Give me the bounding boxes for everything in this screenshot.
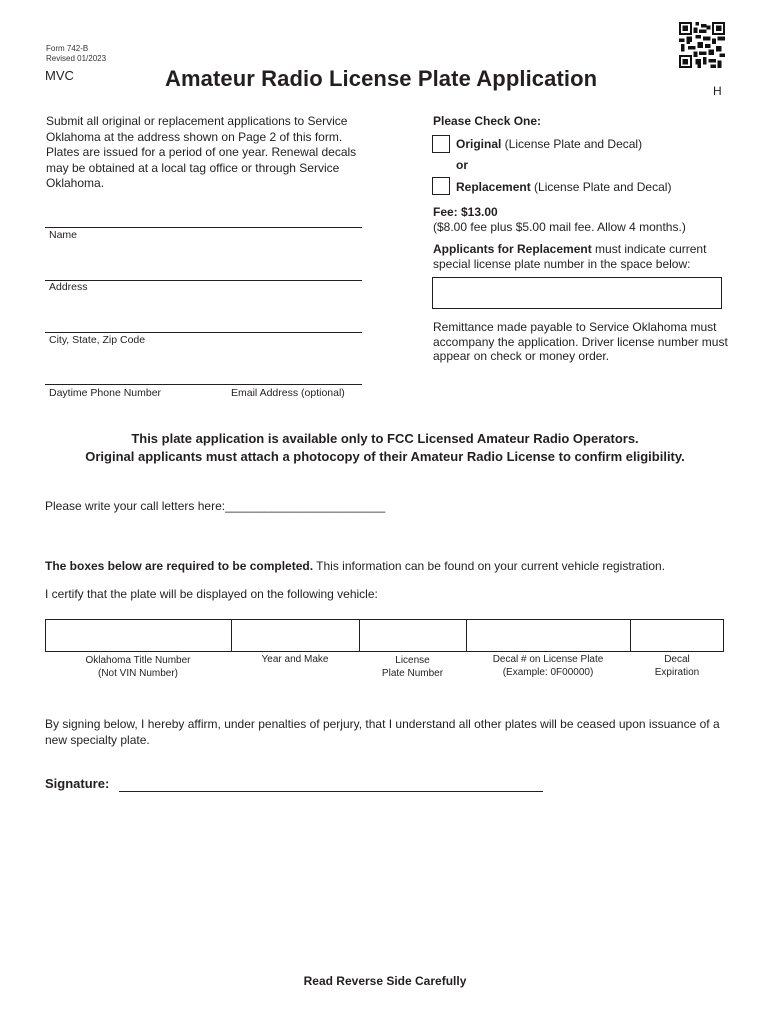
page-title: Amateur Radio License Plate Application — [165, 66, 598, 91]
fee-block — [433, 205, 733, 235]
required-note-bold: The boxes below are required to be completed. — [45, 559, 314, 573]
phone-email-field[interactable] — [45, 384, 362, 385]
replacement-checkbox[interactable] — [432, 177, 450, 195]
name-label: Name — [49, 229, 78, 241]
original-checkbox[interactable] — [432, 135, 450, 153]
original-option-label — [456, 137, 642, 151]
vehicle-info-table — [45, 619, 724, 652]
check-one-heading: Please Check One: — [433, 114, 542, 128]
title-number-label-l2: (Not VIN Number) — [97, 667, 178, 679]
decal-expiration-label-l1: Decal — [664, 654, 690, 665]
replacement-label-bold: Replacement — [456, 180, 531, 194]
decal-number-label-l1: Decal # on License Plate — [492, 654, 604, 665]
signature-field[interactable] — [119, 791, 543, 792]
footer-note: Read Reverse Side Carefully — [303, 974, 467, 988]
address-field[interactable] — [45, 280, 362, 281]
replacement-option-label — [456, 180, 671, 194]
original-label-rest: (License Plate and Decal) — [501, 137, 643, 151]
replacement-label-rest: (License Plate and Decal) — [530, 180, 672, 194]
address-label: Address — [49, 281, 88, 293]
decal-expiration-cell[interactable] — [631, 620, 723, 651]
title-number-cell[interactable] — [46, 620, 232, 651]
required-boxes-note — [45, 559, 665, 573]
title-number-label-l1: Oklahoma Title Number — [85, 655, 191, 666]
decal-number-label — [466, 654, 630, 679]
replacement-note-rest: must indicate current special license plate number in the space below: — [433, 242, 707, 271]
name-field[interactable] — [45, 227, 362, 228]
notice-line-1: This plate application is available only to FCC Licensed Amateur Radio Operators. — [131, 431, 639, 446]
form-number-block — [46, 44, 106, 64]
notice-line-2: Original applicants must attach a photocopy of their Amateur Radio License to confirm eligibility. — [85, 449, 685, 464]
city-state-zip-field[interactable] — [45, 332, 362, 333]
revised-date: Revised 01/2023 — [46, 54, 107, 63]
plate-number-label-l2: Plate Number — [381, 667, 444, 679]
required-note-rest: This information can be found on your current vehicle registration. — [313, 559, 666, 573]
affirmation-text: By signing below, I hereby affirm, under penalties of perjury, that I understand all other plates will be ceased upon issuance of a new specialty plate. — [45, 717, 720, 747]
title-number-label — [45, 655, 231, 680]
plate-number-label — [359, 655, 466, 680]
email-label: Email Address (optional) — [231, 387, 345, 399]
year-make-cell[interactable] — [232, 620, 360, 651]
qr-code-icon — [679, 22, 725, 68]
year-make-label-l1: Year and Make — [261, 654, 329, 665]
decal-number-label-l2: (Example: 0F00000) — [502, 666, 594, 678]
current-plate-number-input[interactable] — [432, 277, 722, 309]
replacement-note — [433, 242, 733, 272]
agency-code: MVC — [45, 68, 74, 83]
year-make-label — [231, 654, 359, 667]
corner-letter: H — [713, 84, 722, 98]
replacement-note-bold: Applicants for Replacement — [433, 242, 592, 256]
decal-number-cell[interactable] — [467, 620, 631, 651]
city-state-zip-label: City, State, Zip Code — [49, 334, 146, 346]
eligibility-notice — [20, 430, 750, 466]
form-number: Form 742-B — [46, 44, 89, 53]
fee-label: Fee: $13.00 — [433, 205, 498, 219]
plate-number-label-l1: License — [395, 655, 430, 666]
remittance-text: Remittance made payable to Service Oklahoma must accompany the application. Driver license number must appear on check or money order. — [433, 320, 728, 363]
decal-expiration-label-l2: Expiration — [654, 666, 700, 678]
intro-text: Submit all original or replacement applications to Service Oklahoma at the address shown on Page 2 of this form. Plates are issued for a period of one year. Renewal decals may be obtained at a local tag office or through Service Oklahoma. — [46, 114, 357, 190]
signature-label: Signature: — [45, 776, 110, 791]
original-label-bold: Original — [456, 137, 502, 151]
decal-expiration-label — [630, 654, 724, 679]
plate-number-cell[interactable] — [360, 620, 467, 651]
certify-text: I certify that the plate will be displayed on the following vehicle: — [45, 587, 378, 601]
fee-detail: ($8.00 fee plus $5.00 mail fee. Allow 4 months.) — [433, 220, 686, 234]
or-text: or — [456, 158, 468, 172]
call-letters-field[interactable]: Please write your call letters here:________________________ — [45, 499, 386, 513]
phone-label: Daytime Phone Number — [49, 387, 162, 399]
